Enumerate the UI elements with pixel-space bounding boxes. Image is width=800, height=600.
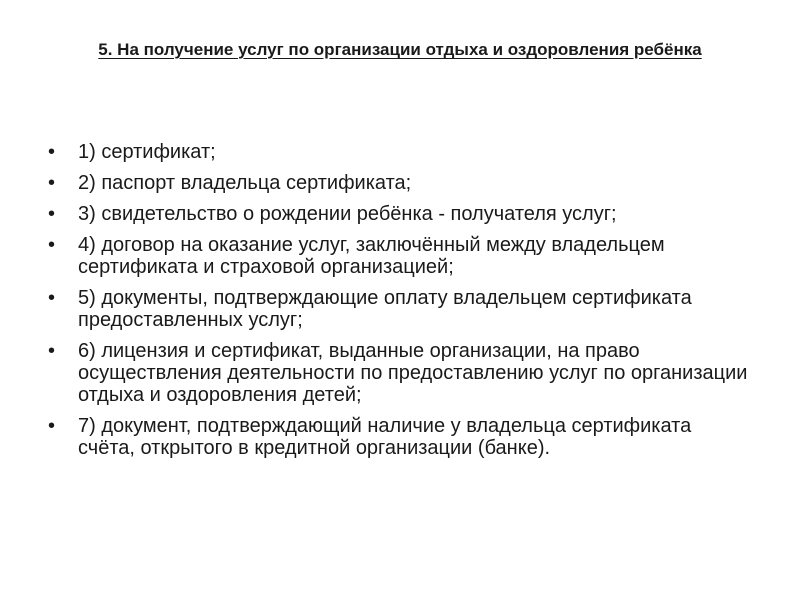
list-item-text: 2) паспорт владельца сертификата; <box>78 172 412 194</box>
list-item-text: 3) свидетельство о рождении ребёнка - получателя услуг; <box>78 203 617 225</box>
bullet-icon: • <box>48 172 56 194</box>
list-item-text: 6) лицензия и сертификат, выданные организации, на право осуществления деятельности по предоставлению услуг по организации отдыха и оздоровления детей; <box>78 340 748 406</box>
bullet-icon: • <box>48 141 56 163</box>
list-item <box>48 287 748 331</box>
bullet-icon: • <box>48 234 56 256</box>
list-item <box>48 141 748 163</box>
list-item <box>48 234 748 278</box>
bullet-icon: • <box>48 340 56 362</box>
document-list <box>48 141 748 468</box>
list-item <box>48 172 748 194</box>
list-item-text: 7) документ, подтверждающий наличие у владельца сертификата счёта, открытого в кредитной организации (банке). <box>78 415 692 459</box>
list-item-text: 1) сертификат; <box>78 141 216 163</box>
list-item <box>48 203 748 225</box>
list-item-text: 5) документы, подтверждающие оплату владельцем сертификата предоставленных услуг; <box>78 287 692 331</box>
bullet-icon: • <box>48 415 56 437</box>
list-item <box>48 340 748 406</box>
bullet-icon: • <box>48 203 56 225</box>
list-item <box>48 415 748 459</box>
bullet-icon: • <box>48 287 56 309</box>
slide-title: 5. На получение услуг по организации отдыха и оздоровления ребёнка <box>98 40 702 59</box>
list-item-text: 4) договор на оказание услуг, заключённый между владельцем сертификата и страховой организацией; <box>78 234 665 278</box>
